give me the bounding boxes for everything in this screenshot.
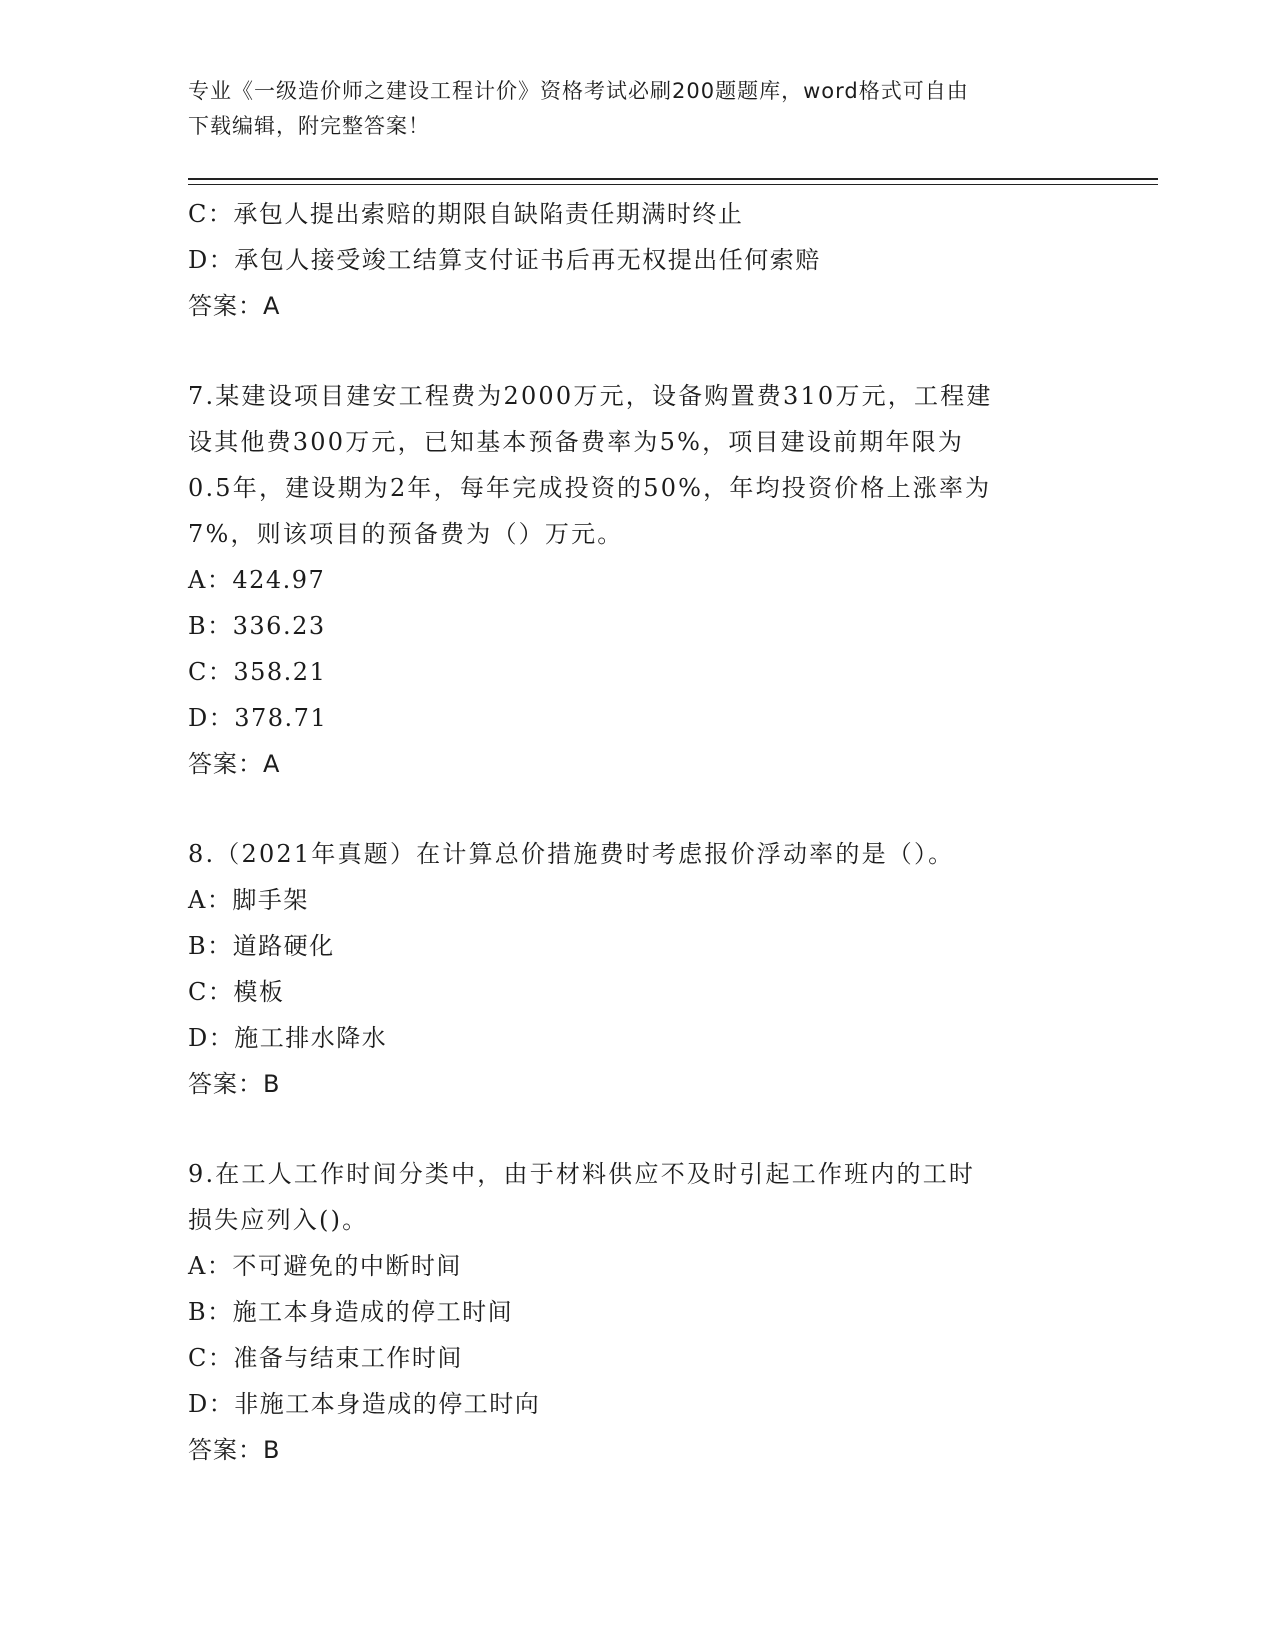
option-d: D：承包人接受竣工结算支付证书后再无权提出任何索赔 bbox=[188, 246, 821, 274]
answer-line: 答案：B bbox=[188, 1070, 281, 1098]
header-line-2: 下载编辑，附完整答案！ bbox=[188, 114, 430, 138]
document-header bbox=[188, 74, 1088, 144]
answer-line: 答案：A bbox=[188, 750, 281, 778]
question-8 bbox=[188, 831, 1088, 1107]
answer-line: 答案：B bbox=[188, 1436, 281, 1464]
previous-question-tail bbox=[188, 191, 1088, 329]
answer-line: 答案：A bbox=[188, 292, 281, 320]
option-b: B：道路硬化 bbox=[188, 932, 335, 960]
option-b: B：施工本身造成的停工时间 bbox=[188, 1298, 514, 1326]
stem-line: 8.（2021年真题）在计算总价措施费时考虑报价浮动率的是（）。 bbox=[188, 840, 955, 868]
option-d: D：378.71 bbox=[188, 704, 328, 732]
stem-line: 0.5年，建设期为2年，每年完成投资的50%，年均投资价格上涨率为 bbox=[188, 474, 992, 502]
option-c: C：承包人提出索赔的期限自缺陷责任期满时终止 bbox=[188, 200, 744, 228]
stem-line: 7%，则该项目的预备费为（）万元。 bbox=[188, 520, 624, 548]
option-b: B：336.23 bbox=[188, 612, 326, 640]
question-7 bbox=[188, 373, 1088, 787]
option-d: D：非施工本身造成的停工时向 bbox=[188, 1390, 541, 1418]
option-a: A：424.97 bbox=[188, 566, 326, 594]
option-a: A：不可避免的中断时间 bbox=[188, 1252, 462, 1280]
stem-line: 7.某建设项目建安工程费为2000万元，设备购置费310万元，工程建 bbox=[188, 382, 993, 410]
option-c: C：模板 bbox=[188, 978, 285, 1006]
question-stem bbox=[188, 1151, 1088, 1243]
option-c: C：358.21 bbox=[188, 658, 327, 686]
header-line-1: 专业《一级造价师之建设工程计价》资格考试必刷200题题库，word格式可自由 bbox=[188, 79, 969, 103]
stem-line: 9.在工人工作时间分类中，由于材料供应不及时引起工作班内的工时 bbox=[188, 1160, 976, 1188]
question-stem bbox=[188, 831, 1088, 877]
document-body bbox=[188, 191, 1088, 1473]
header-divider-thin bbox=[188, 184, 1158, 185]
header-divider-thick bbox=[188, 178, 1158, 180]
question-stem bbox=[188, 373, 1088, 557]
question-9 bbox=[188, 1151, 1088, 1473]
stem-line: 设其他费300万元，已知基本预备费率为5%，项目建设前期年限为 bbox=[188, 428, 965, 456]
option-c: C：准备与结束工作时间 bbox=[188, 1344, 463, 1372]
option-a: A：脚手架 bbox=[188, 886, 309, 914]
option-d: D：施工排水降水 bbox=[188, 1024, 388, 1052]
stem-line: 损失应列入()。 bbox=[188, 1206, 369, 1234]
